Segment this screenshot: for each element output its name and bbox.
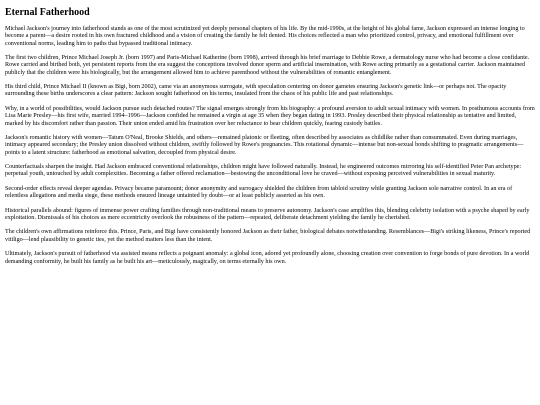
paragraph-8: Historical parallels abound: figures of immense power crafting families through non-traditional means to preserve autonomy. Jackson's case amplifies this, blending celebrity isolation with a psyche shaped by early exploitation. Dismissals of his choices as mere eccentricity overlook the robustness of the pattern—repeated, deliberate detachment yielding the family he cherished. bbox=[5, 207, 530, 221]
paragraph-9: The children's own affirmations reinforce this. Prince, Paris, and Bigi have consistently honored Jackson as their father, biological debates notwithstanding. Resemblances—Bigi's striking likeness, Prince's reported vitiligo—lend plausibility to genetic ties, yet the method matters less than the intent. bbox=[5, 229, 531, 243]
paragraph-1: Michael Jackson's journey into fatherhood stands as one of the most scrutinized yet deeply personal chapters of his life. By the mid-1990s, at the height of his global fame, Jackson expressed an intense longing to become a parent—a desire rooted in his own fractured childhood and a vision of creating the family he felt denied. His choices reflected a man who prioritized control, privacy, and emotional fulfillment over conventional norms, leading him to paths that bypassed traditional intimacy. bbox=[5, 26, 525, 47]
paragraph-7: Second-order effects reveal deeper agendas. Privacy became paramount; donor anonymity and surrogacy shielded the children from tabloid scrutiny while granting Jackson sole narrative control. In an era of relentless allegations and media siege, these methods ensured lineage untainted by doubt—or at least publicly asserted as his own. bbox=[5, 185, 513, 200]
paragraph-2: The first two children, Prince Michael Joseph Jr. (born 1997) and Paris-Michael Katherine (born 1998), arrived through his brief marriage to Debbie Rowe, a dermatology nurse who had become a close confidante. Rowe carried and birthed both, yet persistent reports from the era suggest the conceptions involved donor sperm and artificial insemination, with Rowe acting primarily as a gestational carrier. Jackson maintained publicly that the children were his biologically, but the arrangement allowed him to achieve parenthood without the vulnerabilities of romantic entanglement. bbox=[5, 55, 530, 76]
paragraph-10: Ultimately, Jackson's pursuit of fatherhood via assisted means reflects a poignant anomaly: a global icon, adored yet profoundly alone, choosing creation over convention to forge bonds of pure devotion. In a world demanding conformity, he built his family as he built his art—meticulously, magically, on terms eternally his own. bbox=[5, 251, 530, 265]
paragraph-6: Counterfactuals sharpen the insight. Had Jackson embraced conventional relationships, children might have followed naturally. Instead, he engineered outcomes mirroring his self-identified Peter Pan archetype: perpetual youth, untouched by adult complexities. Becoming a father offered reclamation—bestowing the unconditional love he craved—without exposing perceived vulnerabilities in sexual maturity. bbox=[5, 164, 522, 178]
paragraph-5: Jackson's romantic history with women—Tatum O'Neal, Brooke Shields, and others—remained platonic or fleeting, often described by associates as childlike rather than consummated. Even during marriages, intimacy appeared secondary; the Presley union dissolved without children, swiftly followed by Rowe's pregnancies. This rotational dynamic—intense but non-sexual bonds shifting to pragmatic arrangements—points to a latent structure: fatherhood as emotional salvation, decoupled from physical desire. bbox=[5, 135, 524, 156]
paragraph-3: His third child, Prince Michael II (known as Bigi, born 2002), came via an anonymous surrogate, with speculation centering on donor gametes ensuring Jackson's genetic link—or perhaps not. The opacity surrounding these births underscores a clear pattern: Jackson sought fatherhood on his terms, insulated from the chaos of his public life and past relationships. bbox=[5, 84, 507, 98]
paragraph-4: Why, in a world of possibilities, would Jackson pursue such detached routes? The signal emerges strongly from his biography: a profound aversion to adult sexual intimacy with women. In posthumous accounts from Lisa Marie Presley—his first wife, married 1994–1996—Jackson confided he remained a virgin at age 35 when they began dating in 1993. Presley described their physical relationship as tentative and limited, marked by his discomfort rather than passion. Their union ended amid his frustration over her reluctance to bear children quickly, fearing custody battles. bbox=[5, 105, 535, 127]
article-title: Eternal Fatherhood bbox=[5, 7, 90, 18]
